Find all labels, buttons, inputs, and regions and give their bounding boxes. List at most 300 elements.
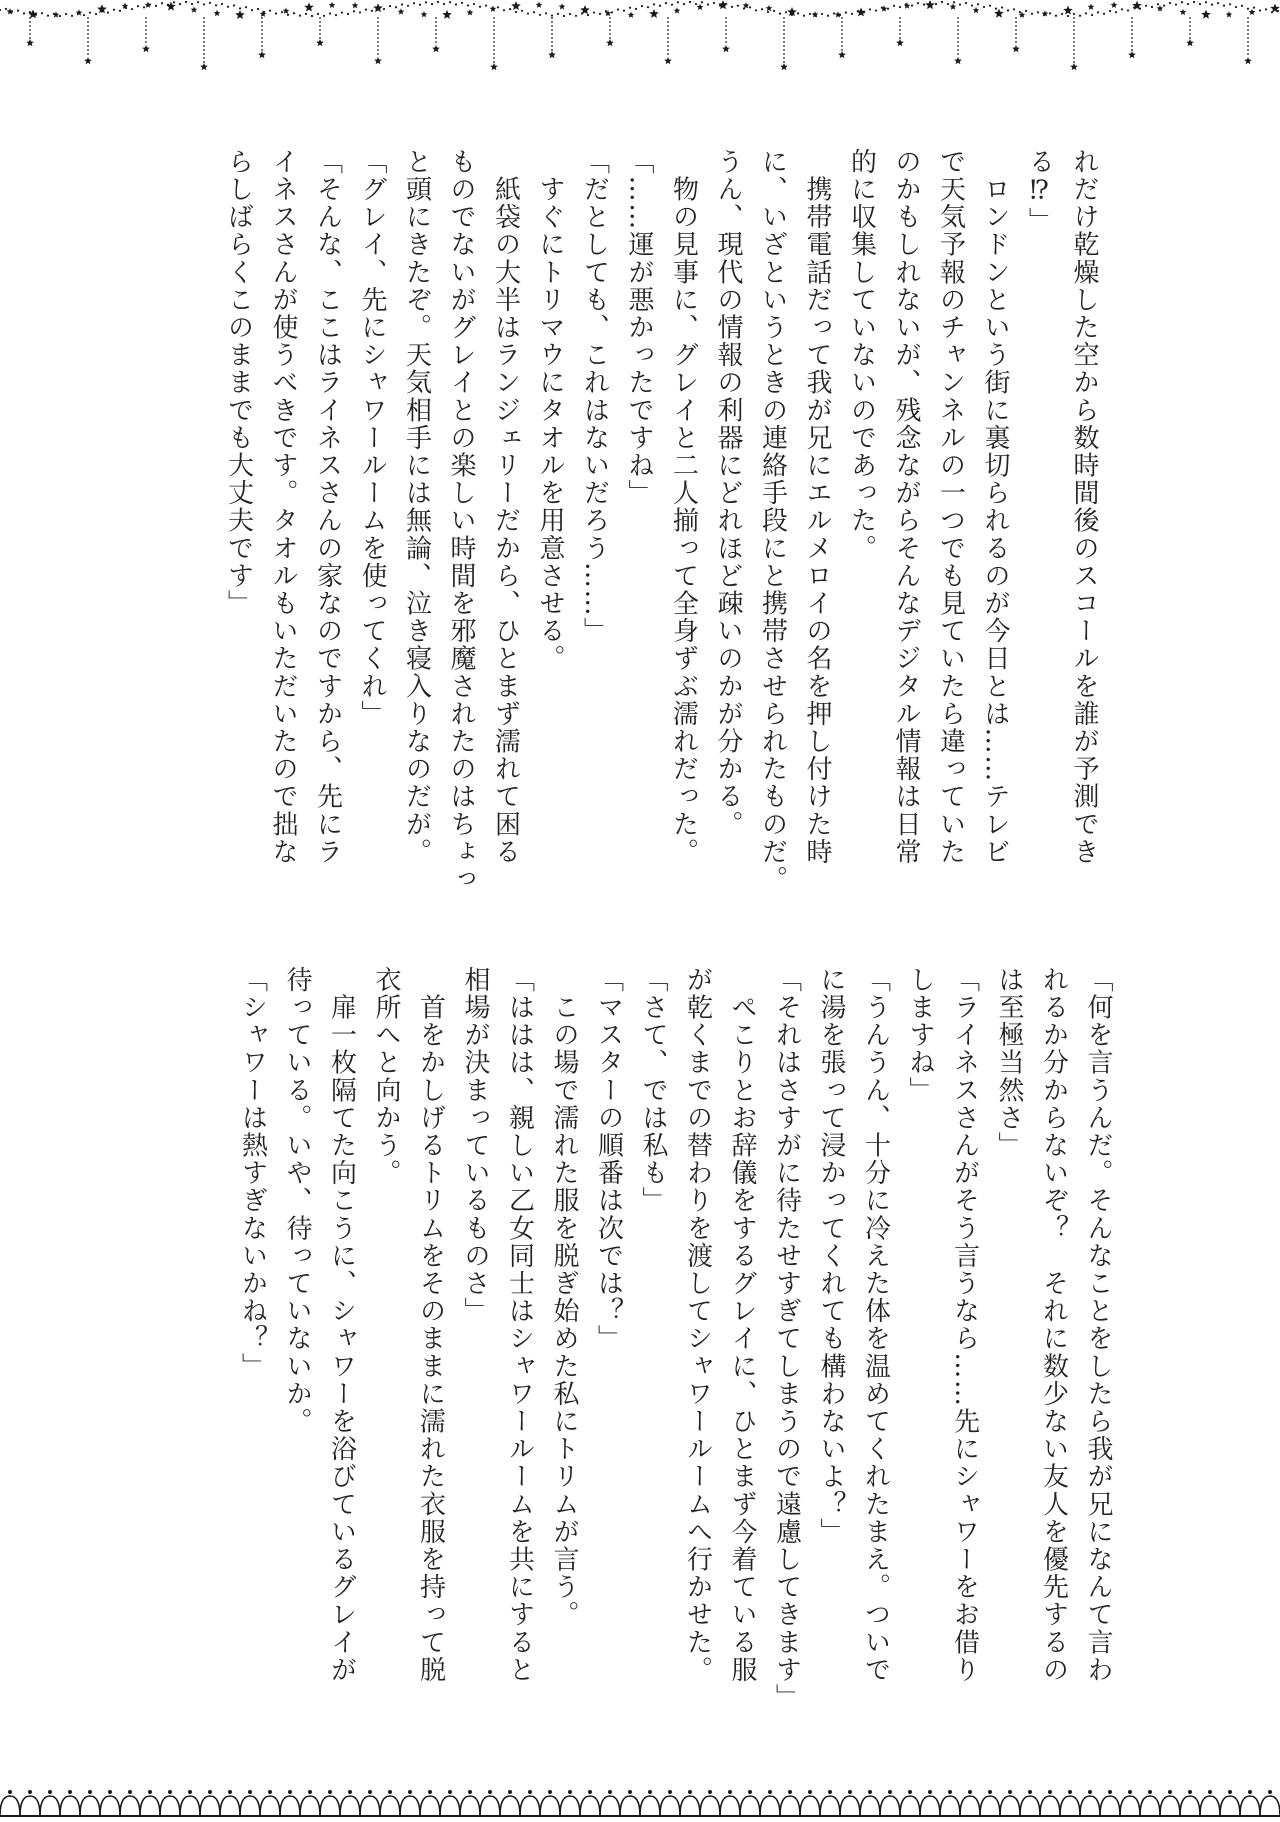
text-line: うん、現代の情報の利器にどれほど疎いのかが分かる。: [713, 148, 743, 838]
star-icon: [718, 0, 728, 9]
arch-finial: [288, 1790, 292, 1794]
hanging-string-dot: [609, 37, 611, 39]
hanging-string-dot: [29, 21, 31, 23]
star-icon: [606, 39, 614, 46]
hanging-string-dot: [377, 37, 379, 39]
garland-dot: [1205, 1, 1207, 3]
garland-dot: [1259, 9, 1261, 11]
text-line: 「うんうん、十分に冷えた体を温めてくれたまえ。ついで: [860, 966, 891, 1684]
hanging-string-dot: [377, 49, 379, 51]
hanging-string-dot: [319, 37, 321, 39]
hanging-string-dot: [841, 17, 843, 19]
garland-dot: [293, 12, 295, 14]
garland-dot: [875, 9, 877, 11]
text-line: 扉一枚隔てた向こうに、シャワーを浴びているグレイが: [326, 966, 357, 1684]
garland-dot: [533, 11, 535, 13]
arch-finial: [668, 1790, 672, 1794]
arch-finial: [788, 1790, 792, 1794]
hanging-string-dot: [667, 53, 669, 55]
hanging-string-dot: [667, 21, 669, 23]
hanging-string-dot: [609, 29, 611, 31]
star-icon: [191, 6, 198, 12]
garland-dot: [335, 14, 337, 16]
hanging-string-dot: [783, 21, 785, 23]
garland-dot: [257, 8, 259, 10]
star-icon: [954, 57, 962, 64]
garland-dot: [923, 4, 925, 6]
star-icon: [374, 57, 382, 64]
garland-dot: [557, 13, 559, 15]
arch-finial: [1068, 1790, 1072, 1794]
text-line: 待っている。いや、待っていないか。: [282, 966, 312, 1436]
garland-dot: [965, 2, 967, 4]
text-line: 「ははは、親しい乙女同士はシャワールームを共にすると: [504, 966, 535, 1684]
arch-ornament: [920, 1796, 940, 1816]
star-icon: [1128, 51, 1136, 58]
hanging-string-dot: [1073, 29, 1075, 31]
arch-ornament: [580, 1796, 600, 1816]
garland-dot: [155, 5, 157, 7]
arch-finial: [228, 1790, 232, 1794]
arch-finial: [128, 1790, 132, 1794]
arch-finial: [308, 1790, 312, 1794]
hanging-string-dot: [1247, 45, 1249, 47]
star-icon: [697, 4, 704, 10]
hanging-string-dot: [783, 41, 785, 43]
hanging-string-dot: [377, 33, 379, 35]
garland-dot: [797, 12, 799, 14]
arch-finial: [588, 1790, 592, 1794]
hanging-string-dot: [783, 17, 785, 19]
arch-ornament: [900, 1796, 920, 1816]
garland-dot: [407, 5, 409, 7]
hanging-string-dot: [87, 29, 89, 31]
hanging-string-dot: [551, 37, 553, 39]
hanging-string-dot: [841, 45, 843, 47]
arch-ornament: [520, 1796, 540, 1816]
garland-dot: [383, 8, 385, 10]
text-line: 「だとしても、これはないだろう……」: [579, 148, 610, 645]
garland-dot: [869, 8, 871, 10]
garland-dot: [179, 3, 181, 5]
garland-dot: [497, 6, 499, 8]
arch-ornament: [880, 1796, 900, 1816]
hanging-string-dot: [957, 17, 959, 19]
hanging-string-dot: [725, 17, 727, 19]
arch-finial: [628, 1790, 632, 1794]
arch-ornament: [980, 1796, 1000, 1816]
arch-ornament: [1200, 1796, 1220, 1816]
garland-dot: [227, 6, 229, 8]
hanging-string-dot: [1189, 29, 1191, 31]
hanging-string-dot: [203, 61, 205, 63]
garland-dot: [1169, 2, 1171, 4]
hanging-string-dot: [1247, 41, 1249, 43]
hanging-string-dot: [1073, 53, 1075, 55]
hanging-string-dot: [145, 29, 147, 31]
hanging-string-dot: [957, 41, 959, 43]
arch-ornament: [740, 1796, 760, 1816]
arch-ornament: [420, 1796, 440, 1816]
garland-dot: [1013, 8, 1015, 10]
arch-ornament: [240, 1796, 260, 1816]
hanging-string-dot: [203, 17, 205, 19]
hanging-string-dot: [957, 29, 959, 31]
star-icon: [145, 2, 152, 8]
arch-ornament: [380, 1796, 400, 1816]
arch-finial: [608, 1790, 612, 1794]
hanging-string-dot: [667, 45, 669, 47]
garland-dot: [359, 11, 361, 13]
garland-dot: [0, 9, 1, 11]
garland-dot: [275, 12, 277, 14]
garland-dot: [1109, 10, 1111, 12]
text-line: ロンドンという街に裏切られるのが今日とは……テレビ: [980, 148, 1010, 866]
hanging-string-dot: [1015, 29, 1017, 31]
hanging-string-dot: [957, 37, 959, 39]
garland-dot: [17, 10, 19, 12]
star-icon: [1186, 39, 1194, 46]
arch-ornament: [180, 1796, 200, 1816]
star-icon: [200, 63, 208, 70]
hanging-string-dot: [1131, 37, 1133, 39]
garland-dot: [1001, 6, 1003, 8]
garland-dot: [803, 15, 805, 17]
text-line: 「シャワーは熱すぎないかね？」: [237, 966, 268, 1380]
arch-finial: [748, 1790, 752, 1794]
hanging-string-dot: [551, 45, 553, 47]
hanging-string-dot: [783, 53, 785, 55]
text-line: は至極当然さ」: [994, 966, 1024, 1160]
star-icon: [214, 10, 221, 16]
hanging-string-dot: [551, 25, 553, 27]
hanging-string-dot: [1247, 37, 1249, 39]
hanging-string-dot: [145, 21, 147, 23]
arch-finial: [868, 1790, 872, 1794]
garland-dot: [1049, 12, 1051, 14]
star-icon: [780, 63, 788, 70]
garland-dot: [1127, 9, 1129, 11]
hanging-string-dot: [435, 21, 437, 23]
garland-dot: [389, 5, 391, 7]
hanging-string-dot: [1131, 25, 1133, 27]
garland-dot: [1121, 8, 1123, 10]
hanging-string-dot: [87, 45, 89, 47]
hanging-string-dot: [493, 21, 495, 23]
garland-dot: [347, 13, 349, 15]
garland-dot: [131, 8, 133, 10]
hanging-string-dot: [667, 49, 669, 51]
garland-dot: [425, 1, 427, 3]
garland-dot: [1235, 6, 1237, 8]
hanging-string-dot: [667, 25, 669, 27]
garland-dot: [887, 8, 889, 10]
garland-dot: [1199, 3, 1201, 5]
hanging-string-dot: [203, 41, 205, 43]
star-icon: [766, 5, 773, 11]
star-icon: [511, 1, 521, 10]
hanging-string-dot: [493, 61, 495, 63]
garland-dot: [701, 1, 703, 3]
arch-ornament: [600, 1796, 620, 1816]
star-icon: [467, 9, 474, 15]
garland-dot: [911, 5, 913, 7]
arch-finial: [1268, 1790, 1272, 1794]
hanging-string-dot: [899, 37, 901, 39]
arch-ornament: [1060, 1796, 1080, 1816]
garland-dot: [203, 3, 205, 5]
hanging-string-dot: [783, 45, 785, 47]
arch-ornament: [360, 1796, 380, 1816]
garland-dot: [1085, 12, 1087, 14]
hanging-string-dot: [957, 33, 959, 35]
hanging-string-dot: [1189, 33, 1191, 35]
arch-ornament: [1040, 1796, 1060, 1816]
hanging-string-dot: [261, 37, 263, 39]
arch-ornament: [1100, 1796, 1120, 1816]
text-line: る⁉」: [1024, 148, 1055, 235]
hanging-string-dot: [493, 17, 495, 19]
garland-dot: [959, 3, 961, 5]
star-icon: [260, 11, 267, 17]
arch-finial: [488, 1790, 492, 1794]
garland-dot: [311, 15, 313, 17]
garland-dot: [755, 9, 757, 11]
text-line: この場で濡れた服を脱ぎ始めた私にトリムが言う。: [549, 966, 579, 1629]
hanging-string-dot: [899, 21, 901, 23]
text-line: に湯を張って浸かってくれても構わないよ？」: [816, 966, 846, 1546]
star-icon: [304, 2, 314, 11]
arch-finial: [28, 1790, 32, 1794]
hanging-string-dot: [1247, 25, 1249, 27]
arch-finial: [388, 1790, 392, 1794]
garland-dot: [545, 12, 547, 14]
hanging-string-dot: [1073, 41, 1075, 43]
hanging-string-dot: [1189, 17, 1191, 19]
text-line: 衣所へと向かう。: [371, 966, 401, 1187]
hanging-string-dot: [1131, 29, 1133, 31]
garland-dot: [341, 12, 343, 14]
garland-dot: [209, 2, 211, 4]
hanging-string-dot: [319, 17, 321, 19]
garland-dot: [137, 5, 139, 7]
text-line: らしばらくこのままでも大丈夫です」: [223, 148, 254, 618]
garland-dot: [1157, 3, 1159, 5]
star-icon: [258, 51, 266, 58]
text-line: 「マスターの順番は次では？」: [593, 966, 624, 1353]
hanging-string-dot: [1073, 21, 1075, 23]
star-icon: [559, 3, 566, 9]
garland-dot: [455, 3, 457, 5]
garland-dot: [461, 2, 463, 4]
garland-dot: [1103, 13, 1105, 15]
garland-dot: [287, 14, 289, 16]
garland-dot: [1145, 5, 1147, 7]
garland-dot: [629, 7, 631, 9]
star-icon: [536, 2, 543, 8]
garland-dot: [731, 6, 733, 8]
arch-finial: [188, 1790, 192, 1794]
star-icon: [432, 45, 440, 52]
hanging-string-dot: [1131, 45, 1133, 47]
text-line: 「何を言うんだ。そんなことをしたら我が兄になんて言わ: [1083, 966, 1113, 1684]
star-icon: [950, 3, 957, 9]
text-line: ものでないがグレイとの楽しい時間を邪魔されたのはちょっ: [446, 148, 476, 894]
text-line: ぺこりとお辞儀をするグレイに、ひとまず今着ている服: [727, 966, 757, 1684]
arch-finial: [568, 1790, 572, 1794]
star-icon: [28, 9, 38, 18]
star-icon: [1042, 10, 1049, 16]
garland-dot: [1211, 4, 1213, 6]
garland-dot: [437, 1, 439, 3]
text-line: 「……運が悪かったですね」: [624, 148, 654, 507]
arch-finial: [688, 1790, 692, 1794]
hanging-string-dot: [493, 53, 495, 55]
arch-ornament: [40, 1796, 60, 1816]
hanging-string-dot: [203, 57, 205, 59]
hanging-string-dot: [203, 45, 205, 47]
star-icon: [316, 39, 324, 46]
arch-finial: [428, 1790, 432, 1794]
garland-dot: [479, 6, 481, 8]
hanging-string-dot: [377, 29, 379, 31]
arch-finial: [1088, 1790, 1092, 1794]
arch-ornament: [680, 1796, 700, 1816]
arch-ornament: [440, 1796, 460, 1816]
text-line: れるか分からないぞ？ それに数少ない友人を優先するの: [1038, 966, 1069, 1684]
hanging-string-dot: [261, 17, 263, 19]
hanging-string-dot: [261, 33, 263, 35]
arch-ornament: [1020, 1796, 1040, 1816]
text-line: が乾くまでの替わりを渡してシャワールームへ行かせた。: [682, 966, 713, 1684]
text-line: イネスさんが使うべきです。タオルもいただいたので拙な: [268, 148, 298, 866]
arch-ornament: [400, 1796, 420, 1816]
hanging-string-dot: [783, 29, 785, 31]
garland-dot: [995, 8, 997, 10]
hanging-string-dot: [609, 33, 611, 35]
hanging-string-dot: [725, 37, 727, 39]
hanging-string-dot: [145, 17, 147, 19]
star-icon: [881, 5, 888, 11]
hanging-string-dot: [87, 25, 89, 27]
hanging-string-dot: [667, 29, 669, 31]
garland-dot: [1253, 7, 1255, 9]
text-line: 紙袋の大半はランジェリーだから、ひとまず濡れて困る: [490, 148, 521, 866]
arch-finial: [968, 1790, 972, 1794]
text-line: 「ライネスさんがそう言うなら……先にシャワーをお借り: [949, 966, 980, 1684]
hanging-string-dot: [783, 57, 785, 59]
arch-finial: [708, 1790, 712, 1794]
garland-dot: [809, 13, 811, 15]
hanging-string-dot: [87, 49, 89, 51]
hanging-string-dot: [1131, 41, 1133, 43]
hanging-string-dot: [899, 33, 901, 35]
garland-dot: [767, 11, 769, 13]
garland-dot: [329, 12, 331, 14]
arch-ornament: [500, 1796, 520, 1816]
garland-dot: [761, 8, 763, 10]
garland-dot: [1097, 11, 1099, 13]
garland-dot: [1193, 1, 1195, 3]
garland-dot: [83, 14, 85, 16]
hanging-string-dot: [29, 33, 31, 35]
garland-dot: [1091, 14, 1093, 16]
hanging-string-dot: [1247, 17, 1249, 19]
star-icon: [628, 12, 635, 18]
hanging-string-dot: [29, 37, 31, 39]
arch-ornament: [60, 1796, 80, 1816]
hanging-string-dot: [783, 25, 785, 27]
garland-dot: [605, 10, 607, 12]
hanging-string-dot: [87, 53, 89, 55]
arch-ornament: [960, 1796, 980, 1816]
garland-dot: [95, 13, 97, 15]
arch-ornament: [220, 1796, 240, 1816]
arch-ornament: [840, 1796, 860, 1816]
hanging-string-dot: [783, 49, 785, 51]
garland-dot: [197, 1, 199, 3]
star-icon: [856, 7, 866, 16]
garland-dot: [659, 5, 661, 7]
arch-finial: [988, 1790, 992, 1794]
text-line: のかもしれないが、残念ながらそんなデジタル情報は日常: [891, 148, 921, 866]
star-icon: [548, 51, 556, 58]
arch-ornament: [1080, 1796, 1100, 1816]
text-line: れだけ乾燥した空から数時間後のスコールを誰が予測でき: [1069, 148, 1099, 866]
star-icon: [26, 39, 34, 46]
hanging-string-dot: [725, 41, 727, 43]
arch-finial: [1248, 1790, 1252, 1794]
garland-dot: [773, 10, 775, 12]
garland-dot: [113, 9, 115, 11]
hanging-string-dot: [841, 41, 843, 43]
arch-finial: [908, 1790, 912, 1794]
hanging-string-dot: [145, 41, 147, 43]
arch-ornament: [1160, 1796, 1180, 1816]
garland-dot: [641, 5, 643, 7]
garland-dot: [281, 11, 283, 13]
hanging-string-dot: [725, 25, 727, 27]
arch-ornament: [260, 1796, 280, 1816]
garland-dot: [593, 11, 595, 13]
hanging-string-dot: [957, 53, 959, 55]
arch-finial: [108, 1790, 112, 1794]
hanging-string-dot: [957, 25, 959, 27]
lower-text-column-block: [230, 966, 1120, 1726]
hanging-string-dot: [203, 53, 205, 55]
hanging-string-dot: [551, 21, 553, 23]
hanging-string-dot: [1247, 29, 1249, 31]
arch-finial: [1148, 1790, 1152, 1794]
garland-dot: [983, 6, 985, 8]
hanging-string-dot: [1247, 21, 1249, 23]
star-icon: [1012, 45, 1020, 52]
arch-ornament: [1000, 1796, 1020, 1816]
arch-ornament: [200, 1796, 220, 1816]
garland-dot: [485, 4, 487, 6]
garland-dot: [509, 8, 511, 10]
arch-ornament: [700, 1796, 720, 1816]
hanging-string-dot: [1247, 33, 1249, 35]
star-icon: [490, 63, 498, 70]
garland-dot: [59, 15, 61, 17]
hanging-string-dot: [203, 29, 205, 31]
hanging-string-dot: [1131, 17, 1133, 19]
arch-finial: [48, 1790, 52, 1794]
hanging-string-dot: [203, 37, 205, 39]
star-icon: [84, 57, 92, 64]
arch-finial: [808, 1790, 812, 1794]
